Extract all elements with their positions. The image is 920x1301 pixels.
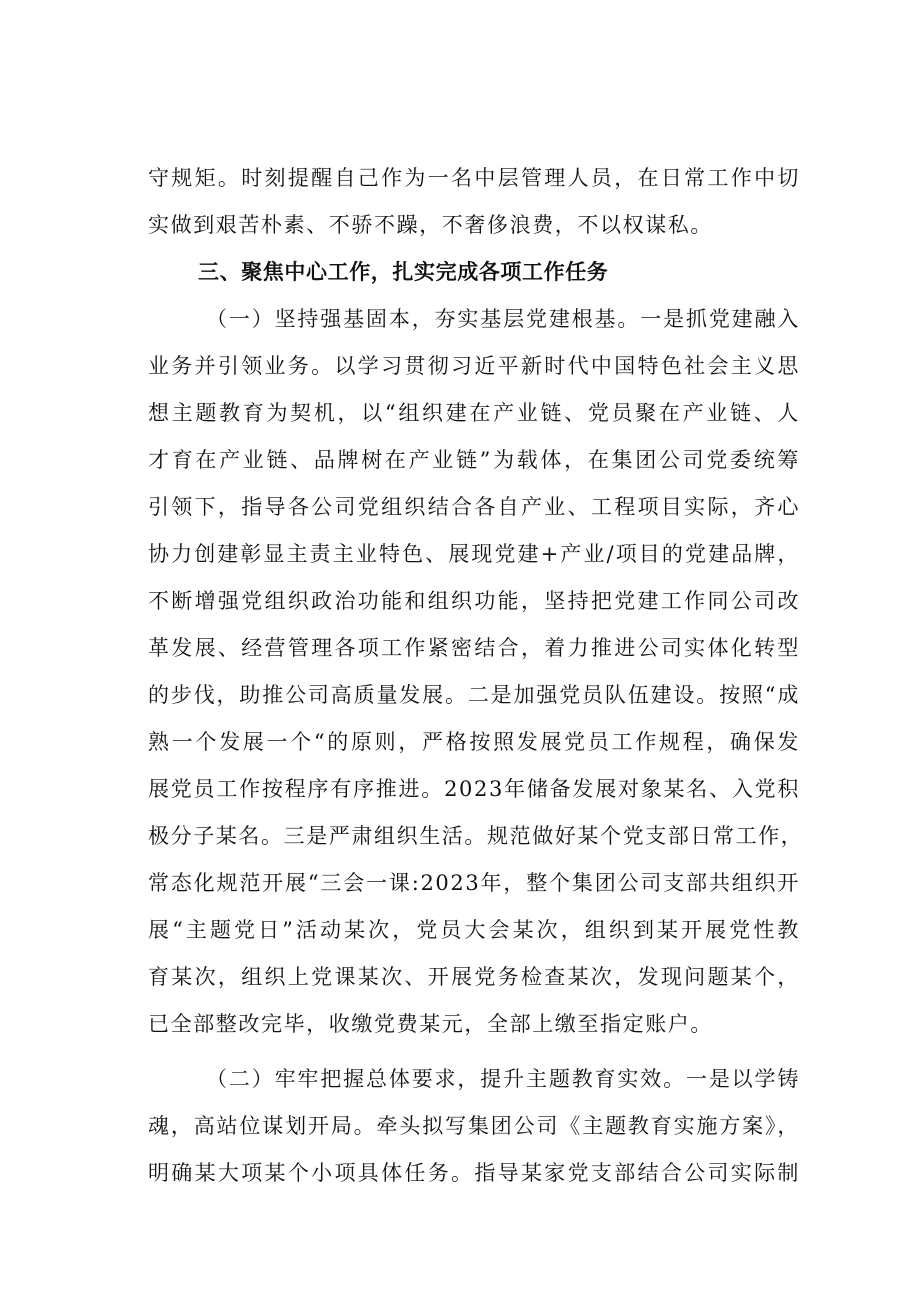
text-line: （一）坚持强基固本，夯实基层党建根基。一是抓党建融入 xyxy=(206,307,800,331)
text-line: 想主题教育为契机，以“组织建在产业链、党员聚在产业链、人 xyxy=(148,401,800,425)
text-line: 魂，高站位谋划开局。牵头拟写集团公司《主题教育实施方案》， xyxy=(148,1114,800,1138)
text-line: 守规矩。时刻提醒自己作为一名中层管理人员，在日常工作中切 xyxy=(148,166,800,190)
text-line: 革发展、经营管理各项工作紧密结合，着力推进公司实体化转型 xyxy=(148,636,800,660)
text-line: 才育在产业链、品牌树在产业链”为载体，在集团公司党委统筹 xyxy=(148,448,800,472)
text-line: 极分子某名。三是严肃组织生活。规范做好某个党支部日常工作， xyxy=(148,824,804,848)
text-line: 展“主题党日”活动某次，党员大会某次，组织到某开展党性教 xyxy=(148,918,800,942)
text-line: 引领下，指导各公司党组织结合各自产业、工程项目实际，齐心 xyxy=(148,495,800,519)
section-heading: 三、聚焦中心工作，扎实完成各项工作任务 xyxy=(198,260,609,284)
text-line: 业务并引领业务。以学习贯彻习近平新时代中国特色社会主义思 xyxy=(148,354,800,378)
text-line: 常态化规范开展“三会一课:2023年，整个集团公司支部共组织开 xyxy=(148,871,800,895)
text-line: 实做到艰苦朴素、不骄不躁，不奢侈浪费，不以权谋私。 xyxy=(148,213,713,237)
text-line: 育某次，组织上党课某次、开展党务检查某次，发现问题某个， xyxy=(148,965,800,989)
text-line: 明确某大项某个小项具体任务。指导某家党支部结合公司实际制 xyxy=(148,1161,800,1185)
text-line: 不断增强党组织政治功能和组织功能，坚持把党建工作同公司改 xyxy=(148,589,800,613)
text-line: 协力创建彰显主责主业特色、展现党建+产业/项目的党建品牌， xyxy=(148,542,800,566)
text-line: 展党员工作按程序有序推进。2023年储备发展对象某名、入党积 xyxy=(148,777,800,801)
text-line: 已全部整改完毕，收缴党费某元，全部上缴至指定账户。 xyxy=(148,1012,713,1036)
text-line: （二）牢牢把握总体要求，提升主题教育实效。一是以学铸 xyxy=(206,1067,800,1091)
document-body xyxy=(148,155,804,1197)
text-line: 熟一个发展一个“的原则，严格按照发展党员工作规程，确保发 xyxy=(148,730,800,754)
text-line: 的步伐，助推公司高质量发展。二是加强党员队伍建设。按照“成 xyxy=(148,683,800,707)
